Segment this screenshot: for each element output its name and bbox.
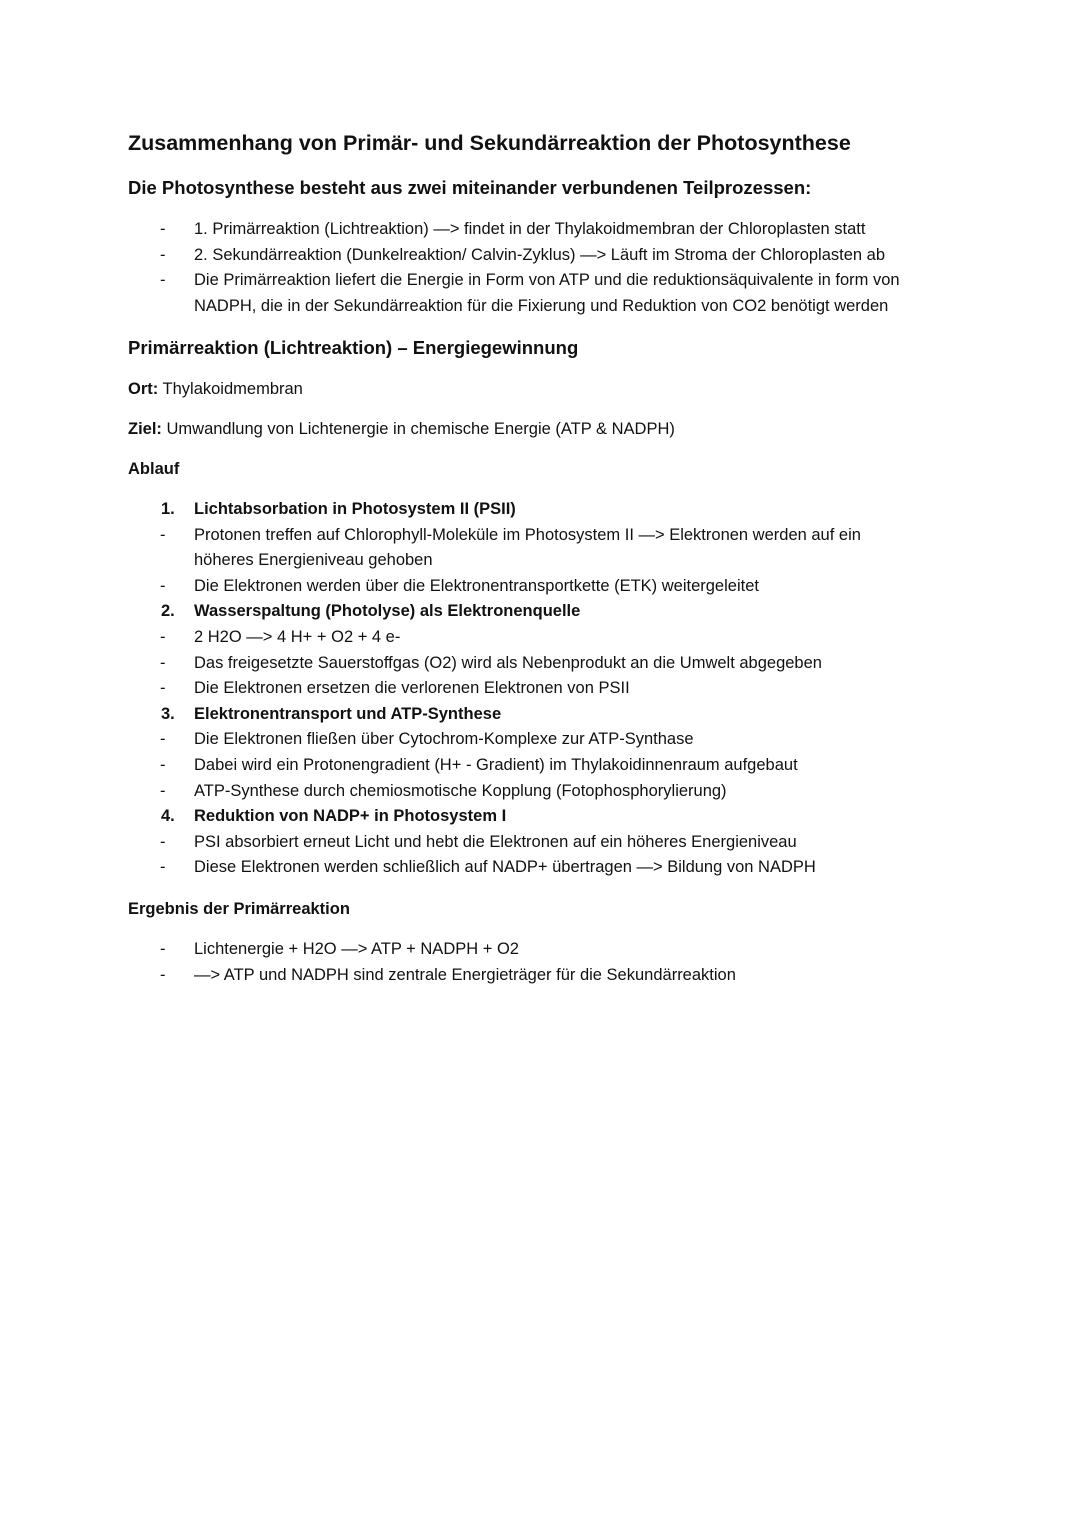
item-text: 1. Primärreaktion (Lichtreaktion) —> findet in der Thylakoidmembran der Chloroplasten statt [194, 220, 866, 238]
bullet: - [160, 627, 166, 646]
step-heading [128, 599, 968, 625]
ort-line [128, 377, 968, 403]
ziel-line [128, 417, 968, 443]
step-number: 3. [161, 704, 175, 723]
item-text: 2. Sekundärreaktion (Dunkelreaktion/ Calvin-Zyklus) —> Läuft im Stroma der Chloroplasten ab [194, 245, 886, 264]
step-number: 4. [161, 807, 175, 826]
step-heading [128, 804, 968, 830]
list-item [128, 268, 968, 319]
item-text: Die Elektronen fließen über Cytochrom-Komplexe zur ATP-Synthase [194, 730, 694, 749]
steps-list [128, 497, 968, 881]
list-item [128, 779, 968, 805]
list-item [128, 651, 968, 677]
step-heading [128, 497, 968, 523]
step-number: 2. [161, 602, 175, 621]
list-item [128, 727, 968, 753]
step-title: Wasserspaltung (Photolyse) als Elektronenquelle [194, 602, 581, 621]
item-text: Diese Elektronen werden schließlich auf NADP+ übertragen —> Bildung von NADPH [194, 858, 816, 877]
ort-label: Ort: [128, 380, 159, 398]
list-item [128, 574, 968, 600]
list-item [128, 937, 968, 963]
bullet: - [160, 858, 166, 877]
step-number: 1. [161, 500, 175, 518]
list-item [128, 963, 968, 989]
list-item [128, 243, 968, 269]
item-text: 2 H2O —> 4 H+ + O2 + 4 e- [194, 627, 401, 646]
item-text: Dabei wird ein Protonengradient (H+ - Gradient) im Thylakoidinnenraum aufgebaut [194, 755, 798, 774]
bullet: - [160, 220, 166, 238]
intro-heading: Die Photosynthese besteht aus zwei miteinander verbundenen Teilprozessen: [128, 177, 812, 198]
step-title: Reduktion von NADP+ in Photosystem I [194, 807, 507, 826]
intro-list [128, 217, 968, 319]
step-heading [128, 702, 968, 728]
bullet: - [160, 245, 166, 264]
page-title: Zusammenhang von Primär- und Sekundärreaktion der Photosynthese [128, 131, 851, 155]
bullet: - [160, 271, 166, 290]
bullet: - [160, 781, 166, 800]
step-title: Lichtabsorbation in Photosystem II (PSII) [194, 500, 516, 518]
ziel-label: Ziel: [128, 420, 162, 438]
list-item [128, 217, 968, 243]
list-item [128, 855, 968, 881]
list-item [128, 830, 968, 856]
ort-value: Thylakoidmembran [158, 380, 303, 398]
result-heading: Ergebnis der Primärreaktion [128, 900, 350, 918]
list-item [128, 523, 968, 574]
item-text: ATP-Synthese durch chemiosmotische Kopplung (Fotophosphorylierung) [194, 781, 727, 800]
list-item [128, 625, 968, 651]
item-text: Die Primärreaktion liefert die Energie in Form von ATP und die reduktionsäquivalente in form von NADPH, die in der Sekundärreaktion für die Fixierung und Reduktion von CO2 benötigt werden [194, 271, 900, 315]
item-text: Lichtenergie + H2O —> ATP + NADPH + O2 [194, 940, 519, 958]
item-text: Protonen treffen auf Chlorophyll-Moleküle im Photosystem II —> Elektronen werden auf ein höheres Energieniveau gehoben [194, 525, 861, 570]
ablauf-label: Ablauf [128, 460, 180, 478]
bullet: - [160, 832, 166, 851]
bullet: - [160, 576, 166, 595]
item-text: Das freigesetzte Sauerstoffgas (O2) wird als Nebenprodukt an die Umwelt abgegeben [194, 653, 822, 672]
item-text: Die Elektronen werden über die Elektronentransportkette (ETK) weitergeleitet [194, 576, 759, 595]
item-text: —> ATP und NADPH sind zentrale Energieträger für die Sekundärreaktion [194, 965, 736, 984]
bullet: - [160, 755, 166, 774]
item-text: PSI absorbiert erneut Licht und hebt die Elektronen auf ein höheres Energieniveau [194, 832, 797, 851]
list-item [128, 676, 968, 702]
bullet: - [160, 525, 166, 544]
bullet: - [160, 940, 166, 958]
bullet: - [160, 965, 166, 984]
bullet: - [160, 679, 166, 698]
bullet: - [160, 730, 166, 749]
item-text: Die Elektronen ersetzen die verlorenen Elektronen von PSII [194, 679, 630, 698]
result-list [128, 937, 968, 988]
section-heading-primary: Primärreaktion (Lichtreaktion) – Energiegewinnung [128, 337, 579, 358]
list-item [128, 753, 968, 779]
bullet: - [160, 653, 166, 672]
step-title: Elektronentransport und ATP-Synthese [194, 704, 502, 723]
ziel-value: Umwandlung von Lichtenergie in chemische Energie (ATP & NADPH) [161, 420, 675, 438]
